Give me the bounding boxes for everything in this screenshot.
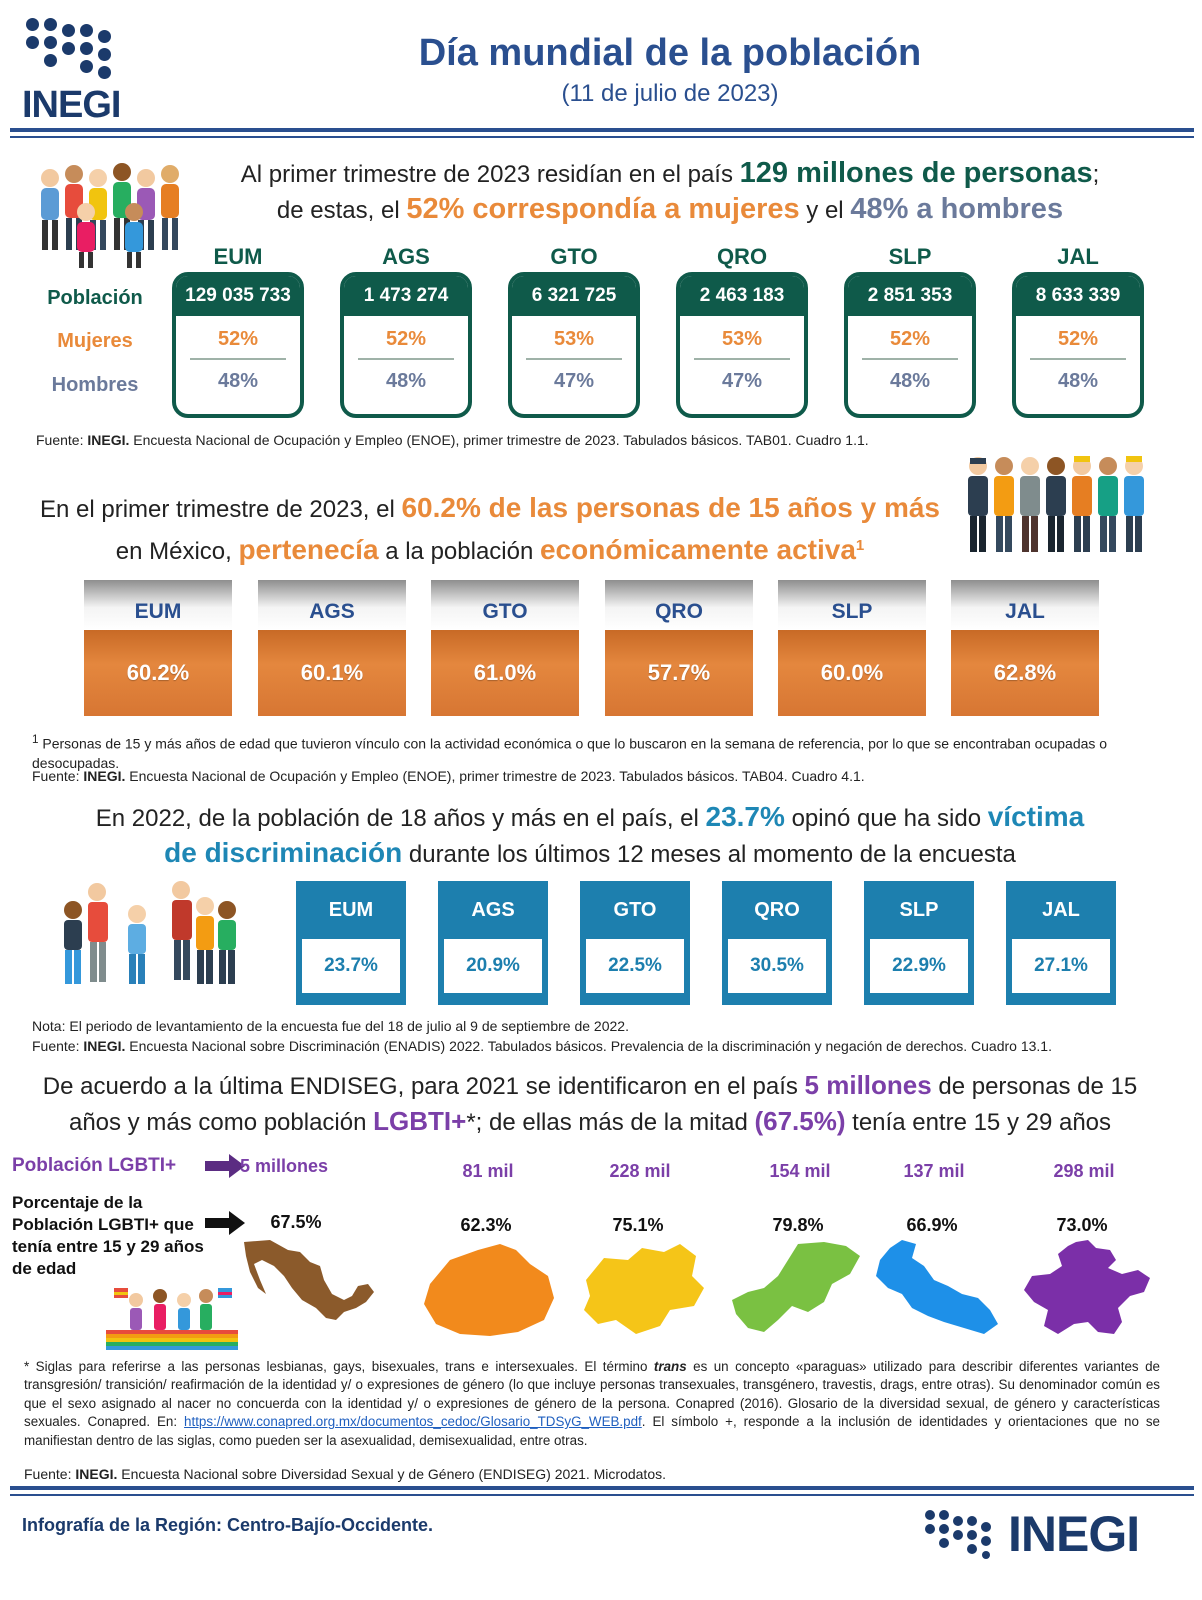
pea-bar — [605, 580, 753, 716]
survey-note: Nota: El periodo de levantamiento de la encuesta fue del 18 de julio al 9 de septiembre de 2022. — [32, 1018, 629, 1034]
bar-value: 60.0% — [778, 630, 926, 716]
discrimination-card — [296, 881, 406, 1005]
label-poblacion: Población — [47, 287, 143, 309]
state-men: 47% — [721, 370, 763, 392]
state-men: 48% — [217, 370, 259, 392]
people-group-illustration — [30, 160, 190, 270]
bar-state-name: EUM — [84, 580, 232, 630]
source-note: Fuente: INEGI. Encuesta Nacional sobre Diversidad Sexual y de Género (ENDISEG) 2021. Microdatos. — [24, 1466, 666, 1482]
population-card — [508, 244, 640, 418]
inegi-footer-logo[interactable] — [924, 1505, 1174, 1565]
divider — [10, 1494, 1194, 1496]
state-name: AGS — [382, 244, 430, 269]
lgbt-percentage-value: 62.3% — [460, 1215, 512, 1235]
page-title: Día mundial de la población — [418, 32, 922, 74]
population-card — [844, 244, 976, 418]
card-value: 22.5% — [586, 939, 684, 993]
card-value: 23.7% — [302, 939, 400, 993]
lgbt-percentage-value: 67.5% — [270, 1212, 322, 1232]
source-note: Fuente: INEGI. Encuesta Nacional de Ocupación y Empleo (ENOE), primer trimestre de 2023. Tabulados básicos. TAB01. Cuadro 1.1. — [36, 432, 869, 448]
discrimination-illustration — [55, 880, 245, 990]
arrow-right-icon — [205, 1154, 245, 1178]
state-population: 6 321 725 — [512, 276, 636, 316]
bar-state-name: GTO — [431, 580, 579, 630]
bar-value: 62.8% — [951, 630, 1099, 716]
pea-bar — [951, 580, 1099, 716]
card-value: 22.9% — [870, 939, 968, 993]
discrimination-card — [864, 881, 974, 1005]
population-card — [340, 244, 472, 418]
state-name: EUM — [213, 244, 263, 269]
state-name: GTO — [550, 244, 598, 269]
san-luis-potosi-map-icon — [872, 1236, 1002, 1340]
card-state-name: JAL — [1042, 899, 1080, 921]
page-date: (11 de julio de 2023) — [561, 80, 779, 107]
bar-value: 60.2% — [84, 630, 232, 716]
card-state-name: EUM — [328, 899, 374, 921]
state-women: 52% — [1057, 328, 1099, 350]
state-population: 1 473 274 — [344, 276, 468, 316]
label-lgbt-population: Población LGBTI+ — [12, 1155, 177, 1176]
guanajuato-map-icon — [576, 1240, 710, 1338]
bar-value: 57.7% — [605, 630, 753, 716]
population-card — [172, 244, 304, 418]
bar-value: 60.1% — [258, 630, 406, 716]
lgbt-population-value: 81 mil — [462, 1161, 514, 1181]
divider — [10, 136, 1194, 138]
state-men: 48% — [889, 370, 931, 392]
state-women: 52% — [217, 328, 259, 350]
state-population: 8 633 339 — [1016, 276, 1140, 316]
discrimination-card — [580, 881, 690, 1005]
state-men: 47% — [553, 370, 595, 392]
lgbt-population-value: 228 mil — [609, 1161, 671, 1181]
logo-dots-icon — [924, 1509, 1004, 1559]
label-mujeres: Mujeres — [57, 330, 133, 352]
lgbt-percentage-value: 75.1% — [612, 1215, 664, 1235]
state-men: 48% — [385, 370, 427, 392]
card-state-name: GTO — [613, 899, 657, 921]
card-value: 27.1% — [1012, 939, 1110, 993]
lgbt-population-value: 298 mil — [1053, 1161, 1115, 1181]
lgbt-footnote: * Siglas para referirse a las personas lesbianas, gays, bisexuales, trans e intersexuales. El término trans es un concepto «paraguas» utilizado para describir diferentes variantes de transgresión/ transición/ reafirmación de la identidad y/ o expresiones de género (lo que incluye personas transexuales, transgénero, travestis, drags, entre otras). Su denominador común es que el sexo asignado al nacer no concuerda con la identidad y/ o expresiones de género de la persona. Conapred (2016). Glosario de la diversidad sexual, de género y características sexuales. Conapred. En: https://www.conapred.org.mx/documentos_cedoc/Glosario_TDSyG_WEB.pdf. El símbolo +, responde a la inclusión de identidades y orientaciones que no se manifiestan dentro de las siglas, como pueden ser la asexualidad, demisexualidad, entre otras. — [24, 1359, 1160, 1448]
lgbt-population-value: 137 mil — [903, 1161, 965, 1181]
state-population: 2 463 183 — [680, 276, 804, 316]
state-women: 52% — [889, 328, 931, 350]
state-population: 129 035 733 — [176, 276, 300, 316]
state-name: QRO — [716, 244, 768, 269]
queretaro-map-icon — [728, 1240, 868, 1338]
card-state-name: SLP — [899, 899, 939, 921]
card-value: 30.5% — [728, 939, 826, 993]
lgbt-population-value: 154 mil — [769, 1161, 831, 1181]
source-note: Fuente: INEGI. Encuesta Nacional sobre Discriminación (ENADIS) 2022. Tabulados básicos. Prevalencia de la discriminación y negación de derechos. Cuadro 13.1. — [32, 1038, 1052, 1054]
state-women: 53% — [721, 328, 763, 350]
label-lgbt-percentage: Porcentaje de la Población LGBTI+ que tenía entre 15 y 29 años de edad — [12, 1193, 204, 1278]
section2-heading: En el primer trimestre de 2023, el 60.2% de las personas de 15 años y más en México, pertenecía a la población económicamente activa$^1$ — [39, 492, 940, 565]
aguascalientes-map-icon — [420, 1240, 558, 1338]
section4-heading: De acuerdo a la última ENDISEG, para 2021 se identificaron en el país 5 millones de personas de 15 años y más como población LGBTI+*; de ellas más de la mitad (67.5%) tenía entre 15 y 29 años — [42, 1070, 1138, 1136]
source-note: Fuente: INEGI. Encuesta Nacional de Ocupación y Empleo (ENOE), primer trimestre de 2023. Tabulados básicos. TAB04. Cuadro 4.1. — [32, 768, 865, 784]
bar-state-name: JAL — [951, 580, 1099, 630]
card-state-name: QRO — [754, 899, 800, 921]
label-hombres: Hombres — [51, 374, 139, 396]
logo-text: INEGI — [22, 84, 121, 126]
card-state-name: AGS — [471, 899, 515, 921]
population-card — [1012, 244, 1144, 418]
card-value: 20.9% — [444, 939, 542, 993]
state-population: 2 851 353 — [848, 276, 972, 316]
lgbt-population-value: 5 millones — [240, 1156, 329, 1176]
lgbt-percentage-value: 66.9% — [906, 1215, 958, 1235]
discrimination-card — [722, 881, 832, 1005]
workers-illustration — [962, 452, 1152, 557]
divider — [10, 128, 1194, 132]
pea-bar — [84, 580, 232, 716]
logo-dots-icon — [22, 14, 122, 84]
state-men: 48% — [1057, 370, 1099, 392]
state-women: 52% — [385, 328, 427, 350]
pea-bar — [258, 580, 406, 716]
lgbt-community-illustration — [106, 1286, 238, 1350]
logo-text: INEGI — [1008, 1506, 1140, 1562]
state-name: SLP — [888, 244, 932, 269]
divider — [10, 1486, 1194, 1490]
bar-value: 61.0% — [431, 630, 579, 716]
glossary-link[interactable]: https://www.conapred.org.mx/documentos_cedoc/Glosario_TDSyG_WEB.pdf — [184, 1414, 642, 1430]
inegi-logo[interactable] — [22, 14, 132, 124]
lgbt-percentage-value: 73.0% — [1056, 1215, 1108, 1235]
pea-bar — [778, 580, 926, 716]
mexico-map-icon — [240, 1236, 380, 1326]
state-women: 53% — [553, 328, 595, 350]
discrimination-card — [1006, 881, 1116, 1005]
lgbt-percentage-value: 79.8% — [772, 1215, 824, 1235]
jalisco-map-icon — [1018, 1236, 1156, 1340]
footnote-pea: $^1$ Personas de 15 y más años de edad que tuvieron vínculo con la actividad económica o que lo buscaron en la semana de referencia, por lo que se encontraban ocupadas o desocupadas. — [32, 733, 1108, 771]
footer-region-text: Infografía de la Región: Centro-Bajío-Occidente. — [22, 1515, 434, 1535]
pea-bar — [431, 580, 579, 716]
section1-heading: Al primer trimestre de 2023 residían en el país 129 millones de personas; de estas, el 52% correspondía a mujeres y el 48% a hombres — [240, 157, 1100, 225]
bar-state-name: QRO — [605, 580, 753, 630]
section3-heading: En 2022, de la población de 18 años y más en el país, el 23.7% opinó que ha sido víctima de discriminación durante los últimos 12 meses al momento de la encuesta — [95, 801, 1085, 868]
state-name: JAL — [1057, 244, 1099, 269]
bar-state-name: SLP — [778, 580, 926, 630]
bar-state-name: AGS — [258, 580, 406, 630]
population-card — [676, 244, 808, 418]
discrimination-card — [438, 881, 548, 1005]
